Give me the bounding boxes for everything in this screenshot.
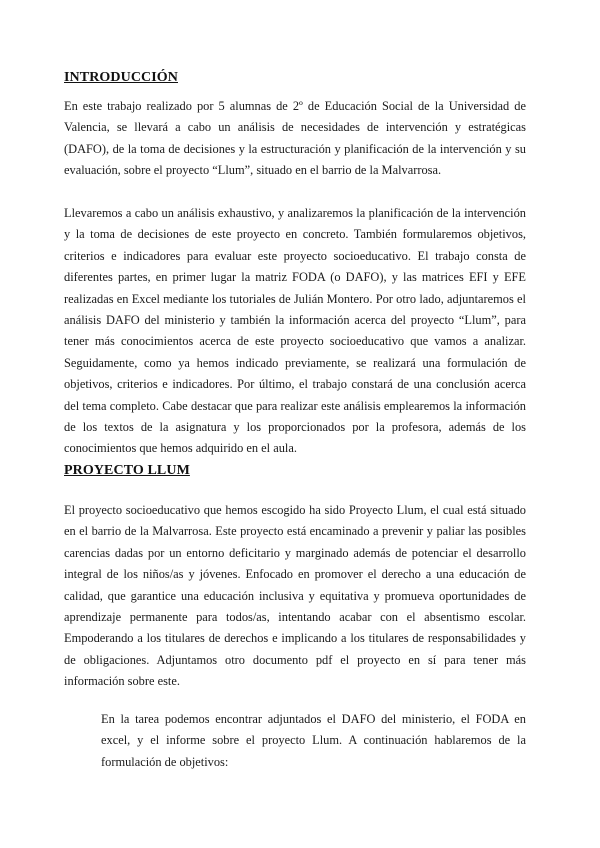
- project-paragraph-2: En la tarea podemos encontrar adjuntados el DAFO del ministerio, el FODA en excel, y el informe sobre el proyecto Llum. A continuación hablaremos de la formulación de objetivos:: [101, 712, 526, 769]
- project-paragraph-1: El proyecto socioeducativo que hemos escogido ha sido Proyecto Llum, el cual está situado en el barrio de la Malvarrosa. Este proyecto está encaminado a prevenir y paliar las posibles carencias dadas por un entorno deficitario y marginado además de potenciar el desarrollo integral de los niños/as y jóvenes. Enfocado en promover el derecho a una educación de calidad, que garantice una educación inclusiva y equitativa y promueva oportunidades de aprendizaje permanente para todos/as, intentando acabar con el absentismo escolar. Empoderando a los titulares de derechos e implicando a los titulares de responsabilidades y de obligaciones. Adjuntamos otro documento pdf el proyecto en sí para tener más información sobre este.: [64, 503, 526, 689]
- intro-paragraph-1: En este trabajo realizado por 5 alumnas de 2º de Educación Social de la Universidad de Valencia, se llevará a cabo un análisis de necesidades de intervención y estratégicas (DAFO), de la toma de decisiones y la estructuración y planificación de la intervención y su evaluación, sobre el proyecto “Llum”, situado en el barrio de la Malvarrosa.: [64, 99, 526, 178]
- project-heading: PROYECTO LLUM: [64, 463, 190, 478]
- intro-paragraph-2: Llevaremos a cabo un análisis exhaustivo, y analizaremos la planificación de la intervención y la toma de decisiones de este proyecto en concreto. También formularemos objetivos, criterios e indicadores para evaluar este proyecto socioeducativo. El trabajo consta de diferentes partes, en primer lugar la matriz FODA (o DAFO), y las matrices EFI y EFE realizadas en Excel mediante los tutoriales de Julián Montero. Por otro lado, adjuntaremos el análisis DAFO del ministerio y también la información acerca del proyecto “Llum”, para tener más conocimientos acerca de este proyecto socioeducativo que vamos a analizar. Seguidamente, como ya hemos indicado previamente, se realizará una formulación de objetivos, criterios e indicadores. Por último, el trabajo constará de una conclusión acerca del tema completo. Cabe destacar que para realizar este análisis emplearemos la información de los textos de la asignatura y los proporcionados por la profesora, además de los conocimientos que hemos adquirido en el aula.: [64, 206, 526, 456]
- intro-heading: INTRODUCCIÓN: [64, 70, 178, 85]
